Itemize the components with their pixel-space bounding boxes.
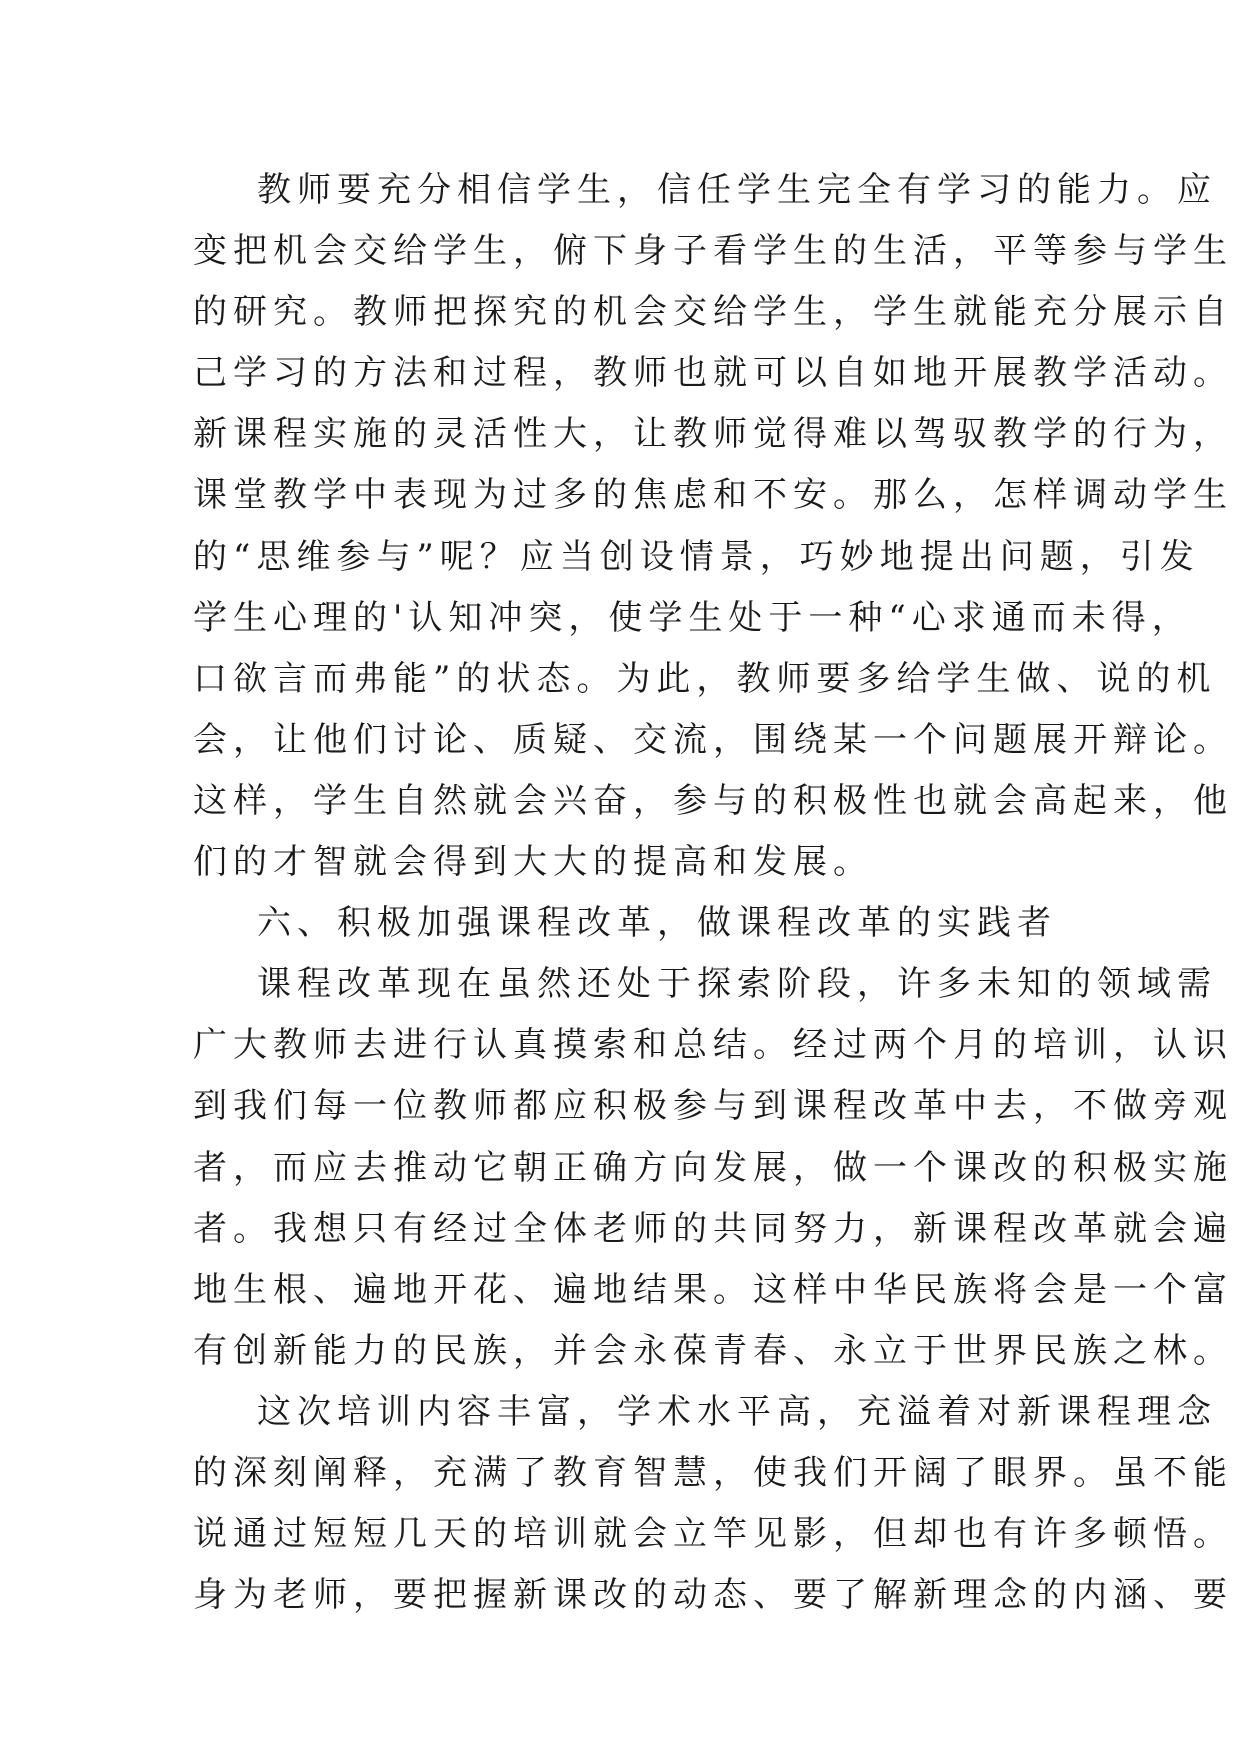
paragraph-line: 课程改革现在虽然还处于探索阶段，许多未知的领域需 [257, 964, 1217, 1005]
paragraph-line: 的研究。教师把探究的机会交给学生，学生就能充分展示自 [193, 292, 1233, 333]
paragraph-line: 新课程实施的灵活性大，让教师觉得难以驾驭教学的行为， [193, 414, 1233, 455]
paragraph-line: 者，而应去推动它朝正确方向发展，做一个课改的积极实施 [193, 1147, 1233, 1188]
paragraph-line: 这次培训内容丰富，学术水平高，充溢着对新课程理念 [257, 1391, 1217, 1432]
paragraph-line: 口欲言而弗能”的状态。为此，教师要多给学生做、说的机 [193, 658, 1217, 699]
paragraph-line: 这样，学生自然就会兴奋，参与的积极性也就会高起来，他 [193, 780, 1233, 821]
paragraph-line: 课堂教学中表现为过多的焦虑和不安。那么，怎样调动学生 [193, 475, 1233, 516]
paragraph-line: 的“思维参与”呢？应当创设情景，巧妙地提出问题，引发 [193, 536, 1200, 577]
paragraph-line: 身为老师，要把握新课改的动态、要了解新理念的内涵、要 [193, 1575, 1233, 1616]
paragraph-line: 会，让他们讨论、质疑、交流，围绕某一个问题展开辩论。 [193, 719, 1233, 760]
paragraph-line: 者。我想只有经过全体老师的共同努力，新课程改革就会遍 [193, 1208, 1233, 1249]
paragraph-line: 有创新能力的民族，并会永葆青春、永立于世界民族之林。 [193, 1330, 1233, 1371]
paragraph-line: 的深刻阐释，充满了教育智慧，使我们开阔了眼界。虽不能 [193, 1452, 1233, 1493]
paragraph-line: 己学习的方法和过程，教师也就可以自如地开展教学活动。 [193, 353, 1233, 394]
paragraph-line: 广大教师去进行认真摸索和总结。经过两个月的培训，认识 [193, 1025, 1233, 1066]
section-heading: 六、积极加强课程改革，做课程改革的实践者 [257, 903, 1057, 944]
paragraph-line: 地生根、遍地开花、遍地结果。这样中华民族将会是一个富 [193, 1269, 1233, 1310]
paragraph-line: 教师要充分相信学生，信任学生完全有学习的能力。应 [257, 170, 1217, 210]
paragraph-line: 到我们每一位教师都应积极参与到课程改革中去，不做旁观 [193, 1086, 1233, 1127]
paragraph-line: 们的才智就会得到大大的提高和发展。 [193, 842, 873, 883]
paragraph-line: 说通过短短几天的培训就会立竿见影，但却也有许多顿悟。 [193, 1514, 1233, 1555]
paragraph-line: 学生心理的'认知冲突，使学生处于一种“心求通而未得， [193, 597, 1192, 638]
body-text [193, 160, 1233, 1626]
paragraph-line: 变把机会交给学生，俯下身子看学生的生活，平等参与学生 [193, 231, 1233, 272]
